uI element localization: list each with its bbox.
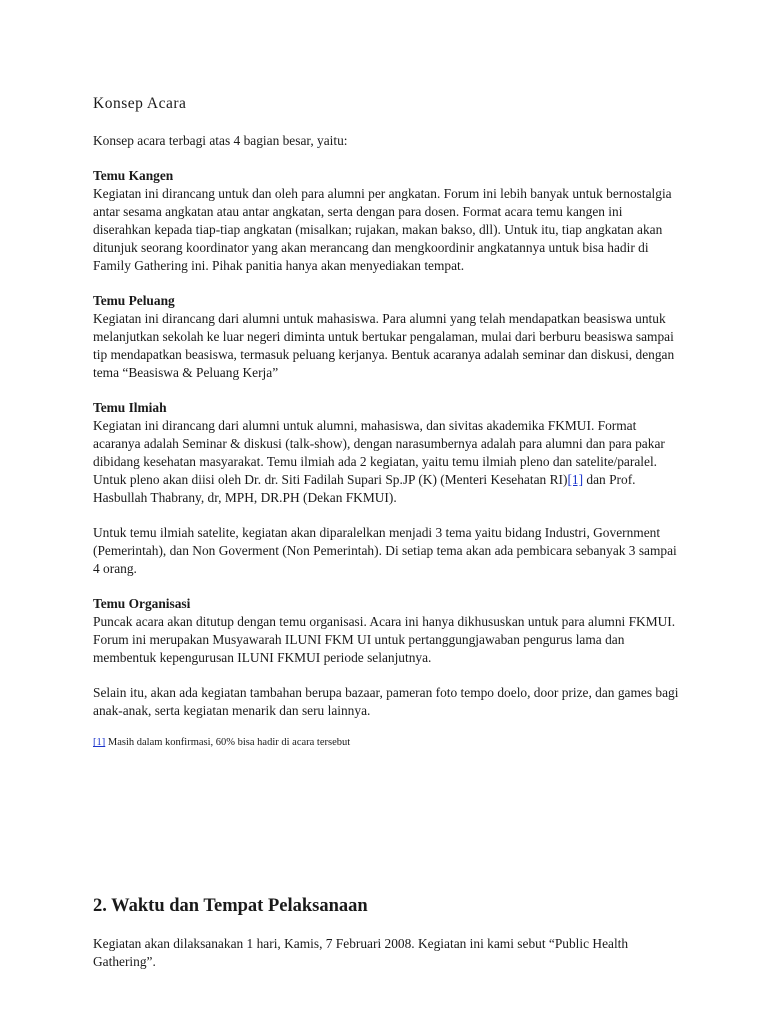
section-title-waktu-tempat: 2. Waktu dan Tempat Pelaksanaan: [93, 896, 368, 916]
subheading-temu-peluang: Temu Peluang: [93, 293, 175, 308]
subheading-temu-organisasi: Temu Organisasi: [93, 596, 191, 611]
footnote-backlink[interactable]: [1]: [93, 737, 106, 748]
footnote-text: Masih dalam konfirmasi, 60% bisa hadir di acara tersebut: [105, 737, 351, 748]
paragraph-temu-ilmiah-text-continued: dan Prof. Hasbullah Thabrany, dr, MPH, DR.PH (Dekan FKMUI).: [93, 472, 636, 505]
section-temu-organisasi: [93, 595, 683, 720]
section-temu-kangen: [93, 167, 683, 275]
paragraph-temu-organisasi: Puncak acara akan ditutup dengan temu organisasi. Acara ini hanya dikhususkan untuk para alumni FKMUI. Forum ini merupakan Musyawarah ILUNI FKM UI untuk pertanggungjawaban pengurus lama dan membentuk kepengurusan ILUNI FKMUI periode selanjutnya.: [93, 614, 676, 665]
paragraph-temu-peluang: Kegiatan ini dirancang dari alumni untuk mahasiswa. Para alumni yang telah mendapatkan beasiswa untuk melanjutkan sekolah ke luar negeri diminta untuk bertukar pengalaman, mulai dari berburu beasiswa sampai tip mendapatkan beasiswa, termasuk peluang kerjanya. Bentuk acaranya adalah seminar dan diskusi, dengan tema “Beasiswa & Peluang Kerja”: [93, 311, 675, 380]
intro-paragraph: Konsep acara terbagi atas 4 bagian besar, yaitu:: [93, 133, 348, 148]
footnote-reference-link[interactable]: [1]: [567, 472, 584, 487]
paragraph-kegiatan-tambahan: Selain itu, akan ada kegiatan tambahan berupa bazaar, pameran foto tempo doelo, door prize, dan games bagi anak-anak, serta kegiatan menarik dan seru lainnya.: [93, 685, 679, 718]
section-title-konsep-acara: Konsep Acara: [93, 95, 187, 112]
paragraph-waktu-tempat: Kegiatan akan dilaksanakan 1 hari, Kamis, 7 Februari 2008. Kegiatan ini kami sebut “Public Health Gathering”.: [93, 936, 629, 969]
paragraph-temu-ilmiah: [93, 417, 683, 507]
paragraph-temu-kangen: Kegiatan ini dirancang untuk dan oleh para alumni per angkatan. Forum ini lebih banyak untuk bernostalgia antar sesama angkatan atau antar angkatan, serta dengan para dosen. Format acara temu kangen ini diserahkan kepada tiap-tiap angkatan (misalkan; rujakan, makan bakso, dll). Untuk itu, tiap angkatan akan ditunjuk seorang koordinator yang akan merancang dan mengkoordinir angkatannya untuk bisa hadir di Family Gathering ini. Pihak panitia hanya akan menyediakan tempat.: [93, 186, 672, 273]
section-temu-peluang: [93, 292, 683, 382]
footnote: [93, 736, 683, 750]
paragraph-temu-ilmiah-text: Kegiatan ini dirancang dari alumni untuk alumni, mahasiswa, dan sivitas akademika FKMUI. Format acaranya adalah Seminar & diskusi (talk-show), dengan narasumbernya adalah para alumni dan para pakar dibidang kesehatan masyarakat. Temu ilmiah ada 2 kegiatan, yaitu temu ilmiah pleno dan satelite/paralel. Untuk pleno akan diisi oleh Dr. dr. Siti Fadilah Supari Sp.JP (K) (Menteri Kesehatan RI): [93, 418, 665, 487]
subheading-temu-kangen: Temu Kangen: [93, 168, 174, 183]
paragraph-temu-ilmiah-satelite: Untuk temu ilmiah satelite, kegiatan akan diparalelkan menjadi 3 tema yaitu bidang Industri, Government (Pemerintah), dan Non Goverment (Non Pemerintah). Di setiap tema akan ada pembicara sebanyak 3 sampai 4 orang.: [93, 525, 677, 576]
document-body: [93, 93, 683, 750]
section-temu-ilmiah: [93, 399, 683, 578]
subheading-temu-ilmiah: Temu Ilmiah: [93, 400, 167, 415]
